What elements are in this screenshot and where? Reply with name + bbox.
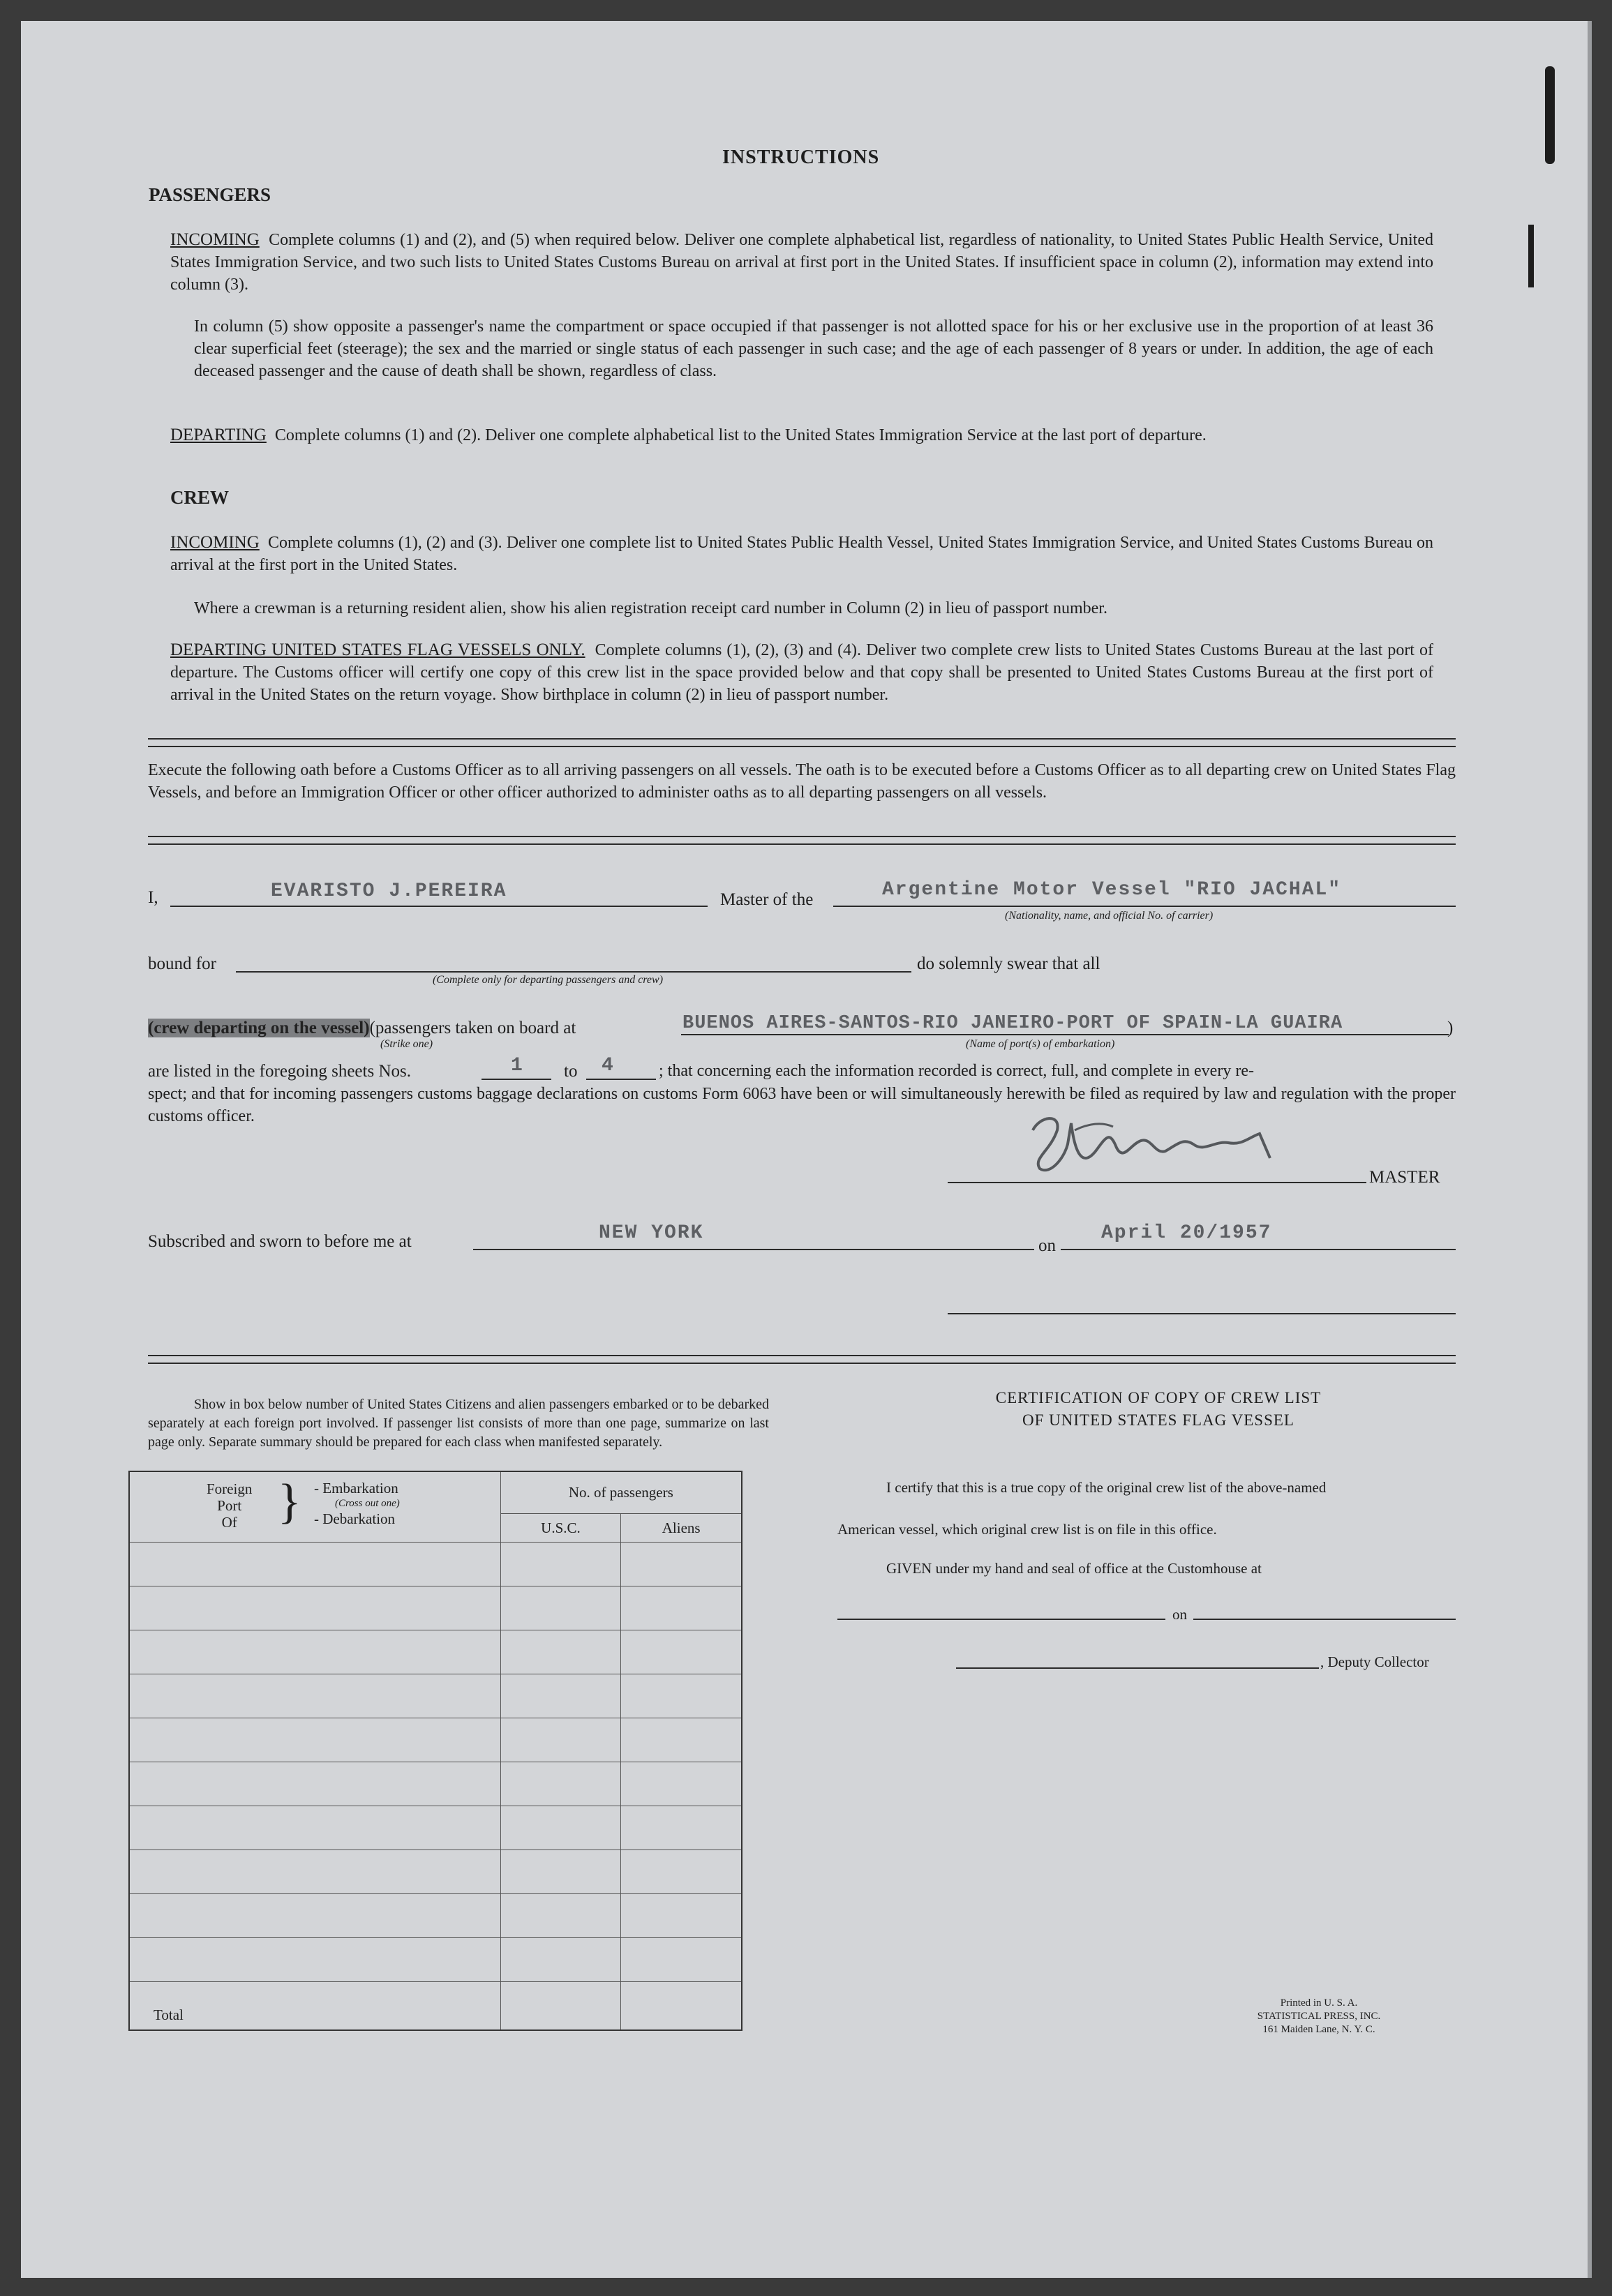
sheet-to-line [586, 1079, 656, 1080]
printer-imprint [1228, 1997, 1410, 2036]
column5-paragraph: In column (5) show opposite a passenger's name the compartment or space occupied if that passenger is not allotted space for his or her exclusive use in the proportion of at least 36 clear superficial feet (steerage); the sex and the married or single status of each passenger in such case; and the age of each passenger of 8 years or under. In addition, the age of each deceased passenger and the cause of death shall be shown, regardless of class. [194, 317, 1433, 380]
aliens-cell[interactable] [621, 1674, 742, 1718]
no-passengers-header: No. of passengers [500, 1471, 742, 1514]
port-cell[interactable] [129, 1586, 500, 1630]
usc-cell[interactable] [500, 1718, 621, 1762]
certification-title [907, 1387, 1410, 1432]
aliens-cell[interactable] [621, 1718, 742, 1762]
table-row [129, 1806, 742, 1850]
usc-header: U.S.C. [500, 1514, 621, 1543]
usc-cell[interactable] [500, 1938, 621, 1982]
table-row [129, 1674, 742, 1718]
crew-departing-strike [148, 1019, 576, 1038]
usc-cell[interactable] [500, 1543, 621, 1586]
usc-cell[interactable] [500, 1850, 621, 1894]
ports-close-paren: ) [1447, 1019, 1454, 1037]
master-name-line [170, 906, 708, 907]
divider-top [148, 738, 1456, 747]
table-row [129, 1630, 742, 1674]
port-cell[interactable] [129, 1806, 500, 1850]
oath-intro: Execute the following oath before a Customs Officer as to all arriving passengers on all vessels. The oath is to be executed before a Customs Officer as to all departing crew on United States Flag Vessels, and before an Immigration Officer or other officer authorized to administer oaths as to all departing passengers on all vessels. [148, 761, 1456, 802]
aliens-cell[interactable] [621, 1543, 742, 1586]
port-cell[interactable] [129, 1938, 500, 1982]
aliens-header: Aliens [621, 1514, 742, 1543]
foreign-label: Foreign [207, 1480, 253, 1497]
bound-for-label: bound for [148, 954, 216, 973]
departing-text: Complete columns (1) and (2). Deliver one complete alphabetical list to the United States Immigration Service at the last port of departure. [274, 426, 1207, 444]
deputy-collector-line [956, 1667, 1319, 1669]
crewman-paragraph: Where a crewman is a returning resident alien, show his alien registration receipt card number in Column (2) in lieu of passport number. [194, 599, 1107, 617]
subscribed-label: Subscribed and sworn to before me at [148, 1232, 412, 1251]
bound-for-line [236, 971, 911, 973]
listed-label: are listed in the foregoing sheets Nos. [148, 1062, 411, 1081]
ports-caption: (Name of port(s) of embarkation) [966, 1038, 1115, 1050]
usc-cell[interactable] [500, 1894, 621, 1938]
debarkation-label: - Debarkation [314, 1510, 396, 1527]
master-label: MASTER [1369, 1168, 1440, 1187]
flag-vessels-lead: DEPARTING UNITED STATES FLAG VESSELS ONLY. [170, 640, 585, 659]
port-cell[interactable] [129, 1762, 500, 1806]
i-label: I, [148, 888, 158, 907]
crew-incoming-text: Complete columns (1), (2) and (3). Deliver one complete list to United States Public Health Vessel, United States Immigration Service, and United States Customs Bureau on arrival at the first port in the United States. [170, 534, 1434, 574]
listed-continuation: spect; and that for incoming passengers customs baggage declarations on customs Form 6063 have been or will simultaneously herewith be filed as required by law and regulation with the proper customs officer. [148, 1085, 1456, 1125]
aliens-cell[interactable] [621, 1762, 742, 1806]
certification-on-label: on [1172, 1606, 1187, 1623]
aliens-cell[interactable] [621, 1850, 742, 1894]
total-usc-cell[interactable] [500, 1982, 621, 2031]
divider-bottom [148, 1355, 1456, 1364]
port-cell[interactable] [129, 1718, 500, 1762]
total-aliens-cell[interactable] [621, 1982, 742, 2031]
aliens-cell[interactable] [621, 1630, 742, 1674]
port-cell[interactable] [129, 1894, 500, 1938]
usc-cell[interactable] [500, 1806, 621, 1850]
crew-incoming-paragraph [170, 532, 1433, 576]
departing-lead: DEPARTING [170, 426, 267, 444]
master-name-value: EVARISTO J.PEREIRA [271, 880, 507, 902]
port-cell[interactable] [129, 1543, 500, 1586]
table-row [129, 1586, 742, 1630]
certification-title-line1: CERTIFICATION OF COPY OF CREW LIST [995, 1389, 1322, 1406]
sworn-date-value: April 20/1957 [1101, 1222, 1272, 1244]
listed-rest: ; that concerning each the information recorded is correct, full, and complete in every re- [659, 1062, 1254, 1080]
sworn-place-value: NEW YORK [599, 1222, 704, 1244]
aliens-cell[interactable] [621, 1894, 742, 1938]
sworn-date-line [1061, 1249, 1456, 1250]
bound-for-caption: (Complete only for departing passengers and crew) [433, 974, 664, 986]
ports-line [681, 1034, 1449, 1035]
flag-vessels-text: Complete columns (1), (2), (3) and (4). Deliver two complete crew lists to United States Customs Bureau at the last port of departure. The Customs officer will certify one copy of this crew list in the space provided below and that copy shall be presented to United States Customs Bureau at the first port of arrival in the United States on the return voyage. Show birthplace in column (2) in lieu of passport number. [170, 641, 1433, 704]
of-label: Of [221, 1514, 237, 1531]
instructions-title: INSTRUCTIONS [722, 147, 880, 168]
vessel-line [833, 906, 1456, 907]
deputy-collector-label: , Deputy Collector [1320, 1653, 1429, 1670]
foreign-port-header [129, 1471, 500, 1543]
printer-line1: Printed in U. S. A. [1280, 1997, 1358, 2009]
divider-oath [148, 836, 1456, 845]
passengers-taken-text: (passengers taken on board at [369, 1019, 576, 1037]
vessel-value: Argentine Motor Vessel "RIO JACHAL" [882, 879, 1342, 901]
passengers-departing-paragraph [170, 424, 1433, 447]
aliens-cell[interactable] [621, 1586, 742, 1630]
table-row [129, 1850, 742, 1894]
port-cell[interactable] [129, 1850, 500, 1894]
binding-mark-top [1545, 66, 1555, 164]
table-row [129, 1938, 742, 1982]
passengers-incoming-paragraph [170, 229, 1433, 296]
sheet-from-value: 1 [511, 1055, 524, 1076]
ports-value: BUENOS AIRES-SANTOS-RIO JANEIRO-PORT OF SPAIN-LA GUAIRA [682, 1013, 1343, 1034]
swear-label: do solemnly swear that all [917, 954, 1100, 973]
passengers-heading: PASSENGERS [149, 184, 271, 205]
port-cell[interactable] [129, 1674, 500, 1718]
given-line: GIVEN under my hand and seal of office at the Customhouse at [886, 1560, 1262, 1577]
master-signature-line [948, 1182, 1366, 1183]
to-label: to [564, 1062, 578, 1081]
customhouse-line [837, 1619, 1165, 1620]
port-label: Port [217, 1497, 242, 1514]
master-of-label: Master of the [720, 890, 814, 909]
incoming-text: Complete columns (1) and (2), and (5) when required below. Deliver one complete alphabetical list, regardless of nationality, to United States Public Health Service, United States Immigration Service, and two such lists to United States Customs Bureau on arrival at first port in the United States. If insufficient space in column (2), information may extend into column (3). [170, 231, 1434, 294]
certify-line2: American vessel, which original crew list is on file in this office. [837, 1521, 1217, 1538]
crew-heading: CREW [170, 487, 230, 508]
table-row [129, 1718, 742, 1762]
crew-departing-text: (crew departing on the vessel) [148, 1019, 370, 1037]
summary-note: Show in box below number of United States Citizens and alien passengers embarked or to be debarked separately at each foreign port involved. If passenger list consists of more than one page, summarize on last page only. Separate summary should be prepared for each class when manifested separately. [148, 1397, 769, 1450]
incoming-lead: INCOMING [170, 230, 260, 249]
table-row [129, 1762, 742, 1806]
certification-date-line [1193, 1619, 1456, 1620]
flag-vessels-paragraph [170, 639, 1433, 706]
binding-mark-middle [1528, 225, 1534, 287]
strike-caption: (Strike one) [380, 1038, 433, 1050]
sheet-to-value: 4 [602, 1055, 615, 1076]
printer-line2: STATISTICAL PRESS, INC. [1257, 2011, 1381, 2022]
brace-icon: } [278, 1475, 301, 1529]
passenger-summary-table [128, 1471, 742, 2031]
usc-cell[interactable] [500, 1762, 621, 1806]
usc-cell[interactable] [500, 1586, 621, 1630]
crew-incoming-lead: INCOMING [170, 533, 260, 552]
table-row [129, 1543, 742, 1586]
total-row [129, 1982, 742, 2031]
officer-signature-line [948, 1313, 1456, 1314]
usc-cell[interactable] [500, 1674, 621, 1718]
aliens-cell[interactable] [621, 1938, 742, 1982]
sworn-on-label: on [1038, 1236, 1056, 1255]
embarkation-label: - Embarkation [314, 1480, 398, 1496]
sheet-from-line [482, 1079, 551, 1080]
master-signature [1019, 1102, 1312, 1179]
table-row [129, 1894, 742, 1938]
cross-out-label: (Cross out one) [335, 1498, 400, 1509]
vessel-caption: (Nationality, name, and official No. of carrier) [1005, 910, 1214, 922]
aliens-cell[interactable] [621, 1806, 742, 1850]
certify-line1: I certify that this is a true copy of the original crew list of the above-named [886, 1479, 1327, 1496]
port-cell[interactable] [129, 1630, 500, 1674]
usc-cell[interactable] [500, 1630, 621, 1674]
total-label: Total [129, 1982, 500, 2031]
sworn-place-line [473, 1249, 1034, 1250]
certification-title-line2: OF UNITED STATES FLAG VESSEL [1022, 1411, 1294, 1429]
printer-line3: 161 Maiden Lane, N. Y. C. [1262, 2024, 1375, 2035]
